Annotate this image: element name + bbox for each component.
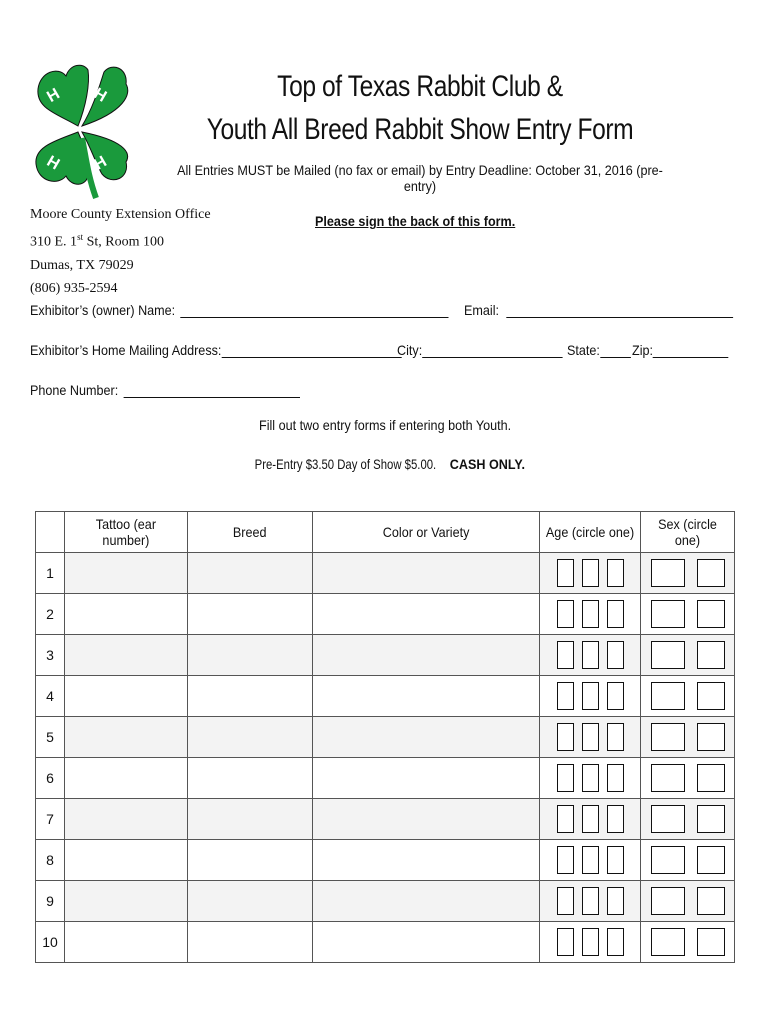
age-cell — [540, 799, 641, 840]
row-number: 1 — [36, 553, 65, 594]
header-breed-label: Breed — [232, 524, 267, 540]
two-forms-note — [0, 417, 770, 433]
row-number: 4 — [36, 676, 65, 717]
color-variety-cell[interactable] — [312, 922, 540, 963]
title-line-1: Top of Texas Rabbit Club & — [277, 70, 563, 103]
sex-option-box[interactable] — [651, 723, 685, 751]
age-cell — [540, 553, 641, 594]
address-row — [30, 342, 401, 358]
color-variety-cell[interactable] — [312, 881, 540, 922]
table-row — [36, 799, 735, 840]
sex-cell — [641, 553, 735, 594]
age-cell — [540, 594, 641, 635]
email-label: Email: — [464, 302, 500, 318]
svg-text:H: H — [44, 85, 63, 106]
age-option-box[interactable] — [582, 723, 599, 751]
pricing-amounts: Pre-Entry $3.50 Day of Show $5.00. — [254, 456, 437, 472]
header-age-label: Age (circle one) — [545, 524, 635, 540]
row-number: 5 — [36, 717, 65, 758]
entry-table — [35, 511, 735, 963]
pricing-line — [0, 456, 770, 472]
table-row — [36, 553, 735, 594]
sex-option-box[interactable] — [697, 559, 725, 587]
state-row — [567, 342, 631, 358]
address-field[interactable] — [221, 343, 401, 358]
sex-option-box[interactable] — [697, 600, 725, 628]
breed-cell[interactable] — [187, 881, 312, 922]
sex-option-box[interactable] — [697, 682, 725, 710]
row-number: 6 — [36, 758, 65, 799]
age-option-box[interactable] — [607, 764, 624, 792]
sex-cell — [641, 676, 735, 717]
age-option-box[interactable] — [582, 764, 599, 792]
sex-option-box[interactable] — [697, 928, 725, 956]
age-option-box[interactable] — [607, 805, 624, 833]
row-number: 7 — [36, 799, 65, 840]
address-label: Exhibitor’s Home Mailing Address: — [30, 342, 222, 358]
age-cell — [540, 840, 641, 881]
sex-option-box[interactable] — [651, 887, 685, 915]
header-age — [540, 512, 641, 553]
table-header-row — [36, 512, 735, 553]
sex-cell — [641, 881, 735, 922]
sex-option-box[interactable] — [651, 928, 685, 956]
svg-text:H: H — [43, 152, 63, 174]
breed-cell[interactable] — [187, 594, 312, 635]
age-option-box[interactable] — [582, 887, 599, 915]
sex-option-box[interactable] — [651, 805, 685, 833]
office-street-suffix: st — [77, 232, 84, 242]
phone-label: Phone Number: — [30, 382, 119, 398]
row-number: 3 — [36, 635, 65, 676]
breed-cell[interactable] — [187, 717, 312, 758]
age-option-box[interactable] — [582, 805, 599, 833]
tattoo-cell[interactable] — [64, 799, 187, 840]
table-row — [36, 594, 735, 635]
sex-option-box[interactable] — [651, 682, 685, 710]
age-cell — [540, 635, 641, 676]
row-number: 2 — [36, 594, 65, 635]
tattoo-cell[interactable] — [64, 840, 187, 881]
age-option-box[interactable] — [557, 641, 574, 669]
header-tattoo-label: Tattoo (ear number) — [95, 516, 156, 548]
color-variety-cell[interactable] — [312, 717, 540, 758]
phone-row — [30, 382, 300, 398]
row-number: 8 — [36, 840, 65, 881]
breed-cell[interactable] — [187, 676, 312, 717]
cash-only-label: CASH ONLY. — [450, 456, 526, 472]
sex-cell — [641, 594, 735, 635]
sex-cell — [641, 758, 735, 799]
exhibitor-name-label: Exhibitor’s (owner) Name: — [30, 302, 176, 318]
sex-option-box[interactable] — [651, 559, 685, 587]
age-option-box[interactable] — [557, 764, 574, 792]
city-row — [397, 342, 563, 358]
color-variety-cell[interactable] — [312, 758, 540, 799]
age-option-box[interactable] — [607, 641, 624, 669]
sex-option-box[interactable] — [651, 846, 685, 874]
pricing-text — [245, 456, 525, 472]
header-tattoo — [64, 512, 187, 553]
age-option-box[interactable] — [582, 682, 599, 710]
table-row — [36, 635, 735, 676]
svg-text:H: H — [90, 85, 110, 106]
age-option-box[interactable] — [582, 641, 599, 669]
age-option-box[interactable] — [557, 559, 574, 587]
sex-cell — [641, 840, 735, 881]
sex-option-box[interactable] — [651, 600, 685, 628]
color-variety-cell[interactable] — [312, 799, 540, 840]
sex-option-box[interactable] — [697, 723, 725, 751]
age-cell — [540, 881, 641, 922]
age-option-box[interactable] — [607, 682, 624, 710]
tattoo-cell[interactable] — [64, 758, 187, 799]
header-number — [36, 512, 65, 553]
state-field[interactable] — [600, 343, 631, 358]
color-variety-cell[interactable] — [312, 635, 540, 676]
age-option-box[interactable] — [607, 887, 624, 915]
age-option-box[interactable] — [582, 846, 599, 874]
age-option-box[interactable] — [607, 600, 624, 628]
sex-option-box[interactable] — [697, 805, 725, 833]
age-cell — [540, 922, 641, 963]
email-row — [464, 302, 733, 318]
phone-field[interactable] — [124, 383, 300, 398]
sex-option-box[interactable] — [651, 641, 685, 669]
header-sex-label: Sex (circle one) — [658, 516, 717, 548]
age-cell — [540, 717, 641, 758]
sex-cell — [641, 799, 735, 840]
state-label: State: — [567, 342, 600, 358]
color-variety-cell[interactable] — [312, 594, 540, 635]
sex-option-box[interactable] — [651, 764, 685, 792]
header-color-label: Color or Variety — [382, 524, 470, 540]
tattoo-cell[interactable] — [64, 635, 187, 676]
breed-cell[interactable] — [187, 799, 312, 840]
age-option-box[interactable] — [582, 559, 599, 587]
header-sex — [641, 512, 735, 553]
table-row — [36, 758, 735, 799]
table-row — [36, 676, 735, 717]
table-row — [36, 922, 735, 963]
tattoo-cell[interactable] — [64, 676, 187, 717]
tattoo-cell[interactable] — [64, 881, 187, 922]
age-option-box[interactable] — [557, 887, 574, 915]
age-cell — [540, 758, 641, 799]
breed-cell[interactable] — [187, 553, 312, 594]
email-field[interactable] — [506, 303, 733, 318]
exhibitor-name-field[interactable] — [180, 303, 448, 318]
sex-cell — [641, 922, 735, 963]
breed-cell[interactable] — [187, 922, 312, 963]
age-option-box[interactable] — [557, 600, 574, 628]
color-variety-cell[interactable] — [312, 553, 540, 594]
age-option-box[interactable] — [557, 723, 574, 751]
entry-deadline: All Entries MUST be Mailed (no fax or email) by Entry Deadline: October 31, 2016 (pre-entry) — [177, 162, 663, 194]
table-row — [36, 881, 735, 922]
age-option-box[interactable] — [557, 846, 574, 874]
sex-option-box[interactable] — [697, 764, 725, 792]
office-street — [30, 226, 211, 254]
office-name: Moore County Extension Office — [30, 207, 211, 222]
zip-row — [632, 342, 729, 358]
title-line-2: Youth All Breed Rabbit Show Entry Form — [206, 113, 634, 146]
age-option-box[interactable] — [557, 682, 574, 710]
sign-back-notice: Please sign the back of this form. — [315, 213, 516, 229]
4h-clover-logo — [30, 58, 130, 203]
zip-field[interactable] — [653, 343, 729, 358]
header-breed — [187, 512, 312, 553]
age-option-box[interactable] — [582, 600, 599, 628]
sex-option-box[interactable] — [697, 887, 725, 915]
age-option-box[interactable] — [607, 846, 624, 874]
zip-label: Zip: — [632, 342, 654, 358]
breed-cell[interactable] — [187, 758, 312, 799]
age-option-box[interactable] — [607, 723, 624, 751]
office-address-block — [30, 203, 211, 300]
age-option-box[interactable] — [607, 559, 624, 587]
sex-option-box[interactable] — [697, 846, 725, 874]
row-number: 10 — [36, 922, 65, 963]
sex-option-box[interactable] — [697, 641, 725, 669]
tattoo-cell[interactable] — [64, 553, 187, 594]
color-variety-cell[interactable] — [312, 676, 540, 717]
office-street-number: 310 E. 1 — [30, 234, 78, 250]
office-city: Dumas, TX 79029 — [30, 257, 134, 273]
color-variety-cell[interactable] — [312, 840, 540, 881]
table-row — [36, 717, 735, 758]
sex-cell — [641, 717, 735, 758]
header-color — [312, 512, 540, 553]
tattoo-cell[interactable] — [64, 594, 187, 635]
age-option-box[interactable] — [607, 928, 624, 956]
age-option-box[interactable] — [557, 805, 574, 833]
age-option-box[interactable] — [557, 928, 574, 956]
age-cell — [540, 676, 641, 717]
tattoo-cell[interactable] — [64, 717, 187, 758]
table-row — [36, 840, 735, 881]
city-label: City: — [397, 342, 423, 358]
office-street-rest: St, Room 100 — [83, 234, 164, 250]
tattoo-cell[interactable] — [64, 922, 187, 963]
two-forms-note-text: Fill out two entry forms if entering both Youth. — [258, 417, 512, 433]
svg-text:H: H — [91, 153, 110, 174]
breed-cell[interactable] — [187, 635, 312, 676]
breed-cell[interactable] — [187, 840, 312, 881]
sex-cell — [641, 635, 735, 676]
city-field[interactable] — [422, 343, 562, 358]
row-number: 9 — [36, 881, 65, 922]
exhibitor-name-row — [30, 302, 449, 318]
office-phone: (806) 935-2594 — [30, 280, 118, 296]
age-option-box[interactable] — [582, 928, 599, 956]
